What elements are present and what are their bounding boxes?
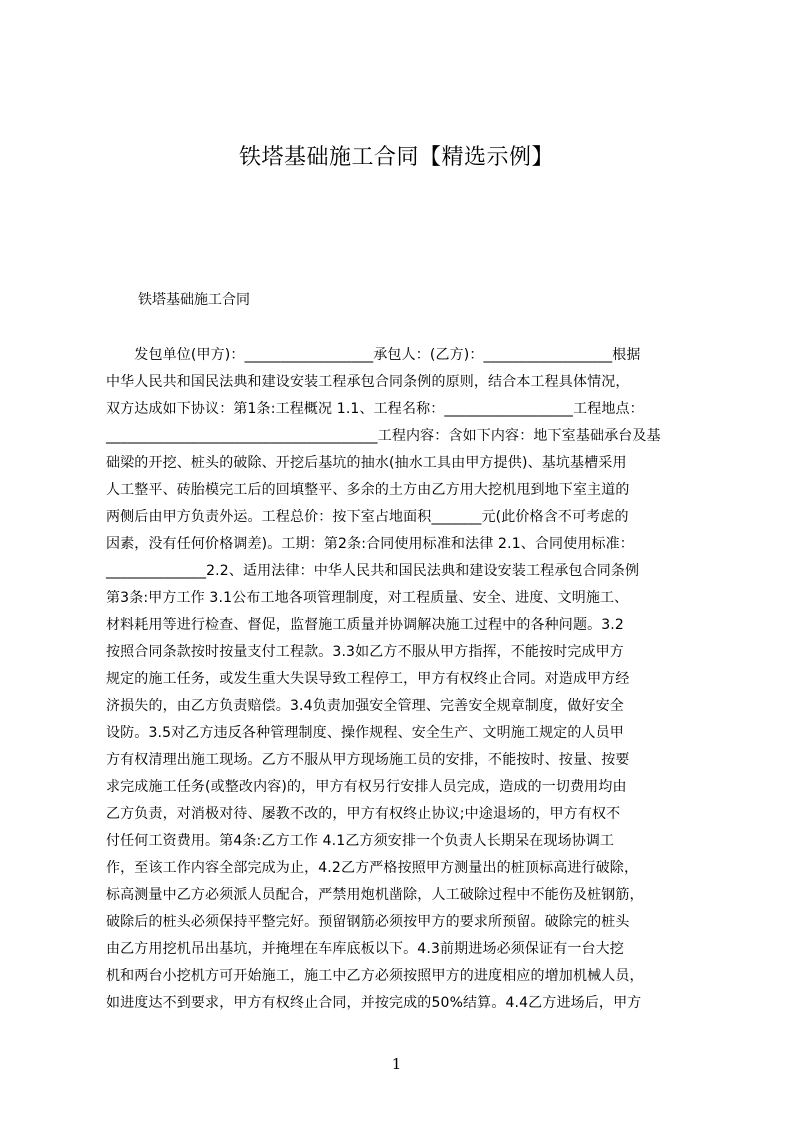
contract-body: [106, 342, 698, 1011]
body-line-24: 机和两台小挖机方可开始施工，施工中乙方必须按照甲方的进度相应的增加机械人员，: [106, 968, 644, 984]
body-line-14: 济损失的，由乙方负责赔偿。3.4负责加强安全管理、完善安全规章制度，做好安全: [106, 698, 624, 714]
body-line-17: 求完成施工任务(或整改内容)的，甲方有权另行安排人员完成，造成的一切费用均由: [106, 779, 627, 795]
body-line-23: 由乙方用挖机吊出基坑，并掩埋在车库底板以下。4.3前期进场必须保证有一台大挖: [106, 941, 624, 957]
body-line-16: 方有权清理出施工现场。乙方不服从甲方现场施工员的安排，不能按时、按量、按要: [106, 752, 630, 768]
body-line-13: 规定的施工任务，或发生重大失误导致工程停工，甲方有权终止合同。对造成甲方经: [106, 671, 630, 687]
body-line-18: 乙方负责，对消极对待、屡教不改的，甲方有权终止协议;中途退场的，甲方有权不: [106, 806, 621, 822]
body-line-3: 双方达成如下协议：第1条:工程概况 1.1、工程名称：__________________工程地点：: [106, 401, 644, 417]
body-line-2: 中华人民共和国民法典和建设安装工程承包合同条例的原则，结合本工程具体情况，: [106, 374, 630, 390]
body-line-6: 人工整平、砖胎模完工后的回填整平、多余的土方由乙方用大挖机甩到地下室主道的: [106, 482, 630, 498]
document-subtitle: 铁塔基础施工合同: [138, 292, 250, 308]
body-line-12: 按照合同条款按时按量支付工程款。3.3如乙方不服从甲方指挥，不能按时完成甲方: [106, 644, 624, 660]
page-number: 1: [391, 1055, 402, 1073]
body-line-7: 两侧后由甲方负责外运。工程总价：按下室占地面积_______元(此价格含不可考虑的: [106, 509, 629, 525]
body-line-25: 如进度达不到要求，甲方有权终止合同，并按完成的50%结算。4.4乙方进场后，甲方: [106, 995, 642, 1011]
body-line-8: 因素，没有任何价格调差)。工期：第2条:合同使用标准和法律 2.1、合同使用标准：: [106, 536, 634, 552]
body-line-5: 础梁的开挖、桩头的破除、开挖后基坑的抽水(抽水工具由甲方提供)、基坑基槽采用: [106, 455, 627, 471]
body-line-15: 设防。3.5对乙方违反各种管理制度、操作规程、安全生产、文明施工规定的人员甲: [106, 725, 624, 741]
body-line-9: ______________2.2、适用法律：中华人民共和国民法典和建设安装工程承包合同条例: [106, 563, 640, 579]
body-line-20: 作，至该工作内容全部完成为止，4.2乙方严格按照甲方测量出的桩顶标高进行破除，: [106, 860, 639, 876]
body-line-4: ______________________________________工程内容：含如下内容：地下室基础承台及基: [106, 428, 661, 444]
body-line-11: 材料耗用等进行检查、督促，监督施工质量并协调解决施工过程中的各种问题。3.2: [106, 617, 624, 633]
body-line-10: 第3条:甲方工作 3.1公布工地各项管理制度，对工程质量、安全、进度、文明施工、: [106, 590, 629, 606]
document-title: 铁塔基础施工合同【精选示例】: [238, 145, 554, 170]
body-line-19: 付任何工资费用。第4条:乙方工作 4.1乙方须安排一个负责人长期呆在现场协调工: [106, 833, 615, 849]
body-line-1: 发包单位(甲方)：__________________承包人：(乙方)：__________________根据: [106, 347, 641, 363]
body-line-21: 标高测量中乙方必须派人员配合，严禁用炮机凿除，人工破除过程中不能伤及桩钢筋，: [106, 887, 644, 903]
body-line-22: 破除后的桩头必须保持平整完好。预留钢筋必须按甲方的要求所预留。破除完的桩头: [106, 914, 630, 930]
